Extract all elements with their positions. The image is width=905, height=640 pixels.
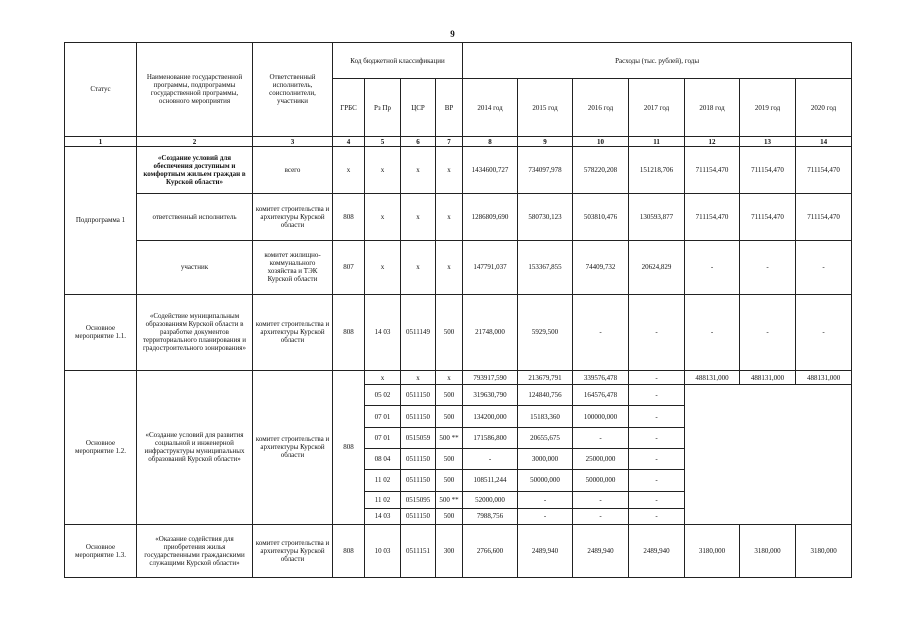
cell-value: 3180,000 [685,524,740,577]
cell-value: - [629,385,685,406]
cell-value: 2489,940 [573,524,629,577]
cell-value: 488131,000 [796,371,852,385]
cell-value: 134200,000 [463,406,518,427]
column-number: 11 [629,136,685,147]
header-responsible: Ответственный исполнитель, соисполнители, участники [253,43,333,137]
cell-value: - [573,491,629,508]
measure-1-3-name: «Оказание содействия для приобретения жилья государственными гражданскими служащими Курской области» [137,524,253,577]
column-number: 8 [463,136,518,147]
cell-vr: 500 [436,449,463,470]
cell-value: - [573,427,629,448]
cell-value: - [629,406,685,427]
cell-csr: 0511151 [401,524,436,577]
header-year: 2016 год [573,79,629,137]
cell-value: 3180,000 [740,524,796,577]
cell-rzpr: 10 03 [365,524,401,577]
cell-value: 2766,600 [463,524,518,577]
cell-rzpr: 14 03 [365,508,401,524]
cell-vr: x [436,147,463,194]
cell-csr: x [401,241,436,294]
cell-rzpr: 07 01 [365,406,401,427]
cell-value: - [740,241,796,294]
column-number: 6 [401,136,436,147]
cell-value: 20655,675 [518,427,573,448]
cell-value: 147791,037 [463,241,518,294]
cell-value: - [629,491,685,508]
cell-value: 1286809,690 [463,194,518,241]
cell-value: 488131,000 [740,371,796,385]
cell-value: 151218,706 [629,147,685,194]
cell-value: 711154,470 [740,194,796,241]
cell-value: 711154,470 [740,147,796,194]
header-csr: ЦСР [401,79,436,137]
cell-vr: 500 [436,406,463,427]
page-number: 9 [450,29,455,39]
cell-value: 339576,478 [573,371,629,385]
column-number: 7 [436,136,463,147]
subprogram-row-total [65,147,852,194]
cell-value: - [629,508,685,524]
measure-1-2-name: «Создание условий для развития социальной и инженерной инфраструктуры муниципальных образований Курской области» [137,371,253,524]
cell-value: - [629,427,685,448]
cell-value: 5929,500 [518,294,573,371]
column-number: 5 [365,136,401,147]
subprogram-name: ответственный исполнитель [137,194,253,241]
cell-value: 100000,000 [573,406,629,427]
cell-value: - [629,449,685,470]
cell-value: 171586,800 [463,427,518,448]
cell-value: 734097,978 [518,147,573,194]
cell-value: 130593,877 [629,194,685,241]
cell-vr: 500 [436,385,463,406]
cell-value: 319630,790 [463,385,518,406]
column-number: 13 [740,136,796,147]
subprogram-resp: комитет жилищно-коммунального хозяйства и ТЭК Курской области [253,241,333,294]
subprogram-row-responsible [65,194,852,241]
cell-value: 2489,940 [629,524,685,577]
column-numbers-row [65,136,852,147]
column-number: 9 [518,136,573,147]
cell-value: 711154,470 [685,194,740,241]
cell-rzpr: 11 02 [365,491,401,508]
cell-grbs: 808 [333,524,365,577]
cell-value: 21748,000 [463,294,518,371]
measure-1-2-resp: комитет строительства и архитектуры Курской области [253,371,333,524]
budget-table [64,42,852,578]
cell-vr: x [436,241,463,294]
header-expenses-group: Расходы (тыс. рублей), годы [463,43,852,79]
cell-value: 50000,000 [518,470,573,491]
cell-csr: 0511150 [401,449,436,470]
measure-1-2-status: Основное мероприятие 1.2. [65,371,137,524]
cell-csr: 0511149 [401,294,436,371]
header-year: 2017 год [629,79,685,137]
cell-value: 124840,756 [518,385,573,406]
cell-csr: 0511150 [401,470,436,491]
cell-value: 25000,000 [573,449,629,470]
cell-value: 108511,244 [463,470,518,491]
cell-rzpr: 08 04 [365,449,401,470]
cell-value: - [629,294,685,371]
cell-value: 20624,829 [629,241,685,294]
cell-rzpr: 14 03 [365,294,401,371]
cell-vr: x [436,194,463,241]
cell-rzpr: 11 02 [365,470,401,491]
measure-1-1-resp: комитет строительства и архитектуры Курской области [253,294,333,371]
cell-value: - [685,294,740,371]
cell-value: - [463,449,518,470]
header-year: 2014 год [463,79,518,137]
cell-value: 50000,000 [573,470,629,491]
cell-value: 578220,208 [573,147,629,194]
measure-1-3-status: Основное мероприятие 1.3. [65,524,137,577]
cell-grbs: 808 [333,294,365,371]
header-status: Статус [65,43,137,137]
cell-value: 153367,855 [518,241,573,294]
cell-value: 52000,000 [463,491,518,508]
cell-csr: 0515095 [401,491,436,508]
header-row-1 [65,43,852,79]
header-vr: ВР [436,79,463,137]
subprogram-resp: комитет строительства и архитектуры Курской области [253,194,333,241]
header-rzpr: Рз Пр [365,79,401,137]
cell-csr: 0511150 [401,508,436,524]
measure-1-3-resp: комитет строительства и архитектуры Курской области [253,524,333,577]
header-year: 2018 год [685,79,740,137]
cell-value: 503810,476 [573,194,629,241]
cell-rzpr: 07 01 [365,427,401,448]
column-number: 14 [796,136,852,147]
cell-value: 164576,478 [573,385,629,406]
cell-grbs: 807 [333,241,365,294]
subprogram-row-participant [65,241,852,294]
column-number: 1 [65,136,137,147]
cell-vr: 500 ** [436,427,463,448]
cell-value: 3000,000 [518,449,573,470]
cell-grbs: x [333,147,365,194]
cell-csr: x [401,371,436,385]
cell-csr: 0511150 [401,406,436,427]
cell-value: 3180,000 [796,524,852,577]
cell-rzpr: 05 02 [365,385,401,406]
cell-value: - [629,470,685,491]
cell-rzpr: x [365,241,401,294]
cell-rzpr: x [365,147,401,194]
cell-value: - [518,491,573,508]
cell-value: - [796,241,852,294]
cell-value: 74409,732 [573,241,629,294]
measure-1-1-name: «Содействие муниципальным образованиям Курской области в разработке документов территориального планирования и градостроительного зонирования» [137,294,253,371]
cell-value: 793917,590 [463,371,518,385]
cell-vr: 500 ** [436,491,463,508]
header-grbs: ГРБС [333,79,365,137]
cell-value: 488131,000 [685,371,740,385]
subprogram-status: Подпрограмма 1 [65,147,137,294]
header-code-group: Код бюджетной классификации [333,43,463,79]
cell-vr: x [436,371,463,385]
subprogram-resp: всего [253,147,333,194]
measure-1-2-total-row [65,371,852,385]
measure-1-2-blank-area [685,385,852,525]
subprogram-name: «Создание условий для обеспечения доступным и комфортным жильем граждан в Курской области» [137,147,253,194]
cell-csr: 0511150 [401,385,436,406]
cell-csr: x [401,147,436,194]
column-number: 2 [137,136,253,147]
cell-value: 213679,791 [518,371,573,385]
cell-value: - [573,508,629,524]
cell-value: - [573,294,629,371]
cell-value: 7988,756 [463,508,518,524]
cell-vr: 300 [436,524,463,577]
cell-value: 2489,940 [518,524,573,577]
cell-value: 1434600,727 [463,147,518,194]
measure-1-1-status: Основное мероприятие 1.1. [65,294,137,371]
measure-1-3-row [65,524,852,577]
header-year: 2015 год [518,79,573,137]
measure-1-1-row [65,294,852,371]
header-year: 2019 год [740,79,796,137]
cell-grbs: 808 [333,194,365,241]
cell-vr: 500 [436,470,463,491]
column-number: 4 [333,136,365,147]
cell-value: 580730,123 [518,194,573,241]
cell-rzpr: x [365,371,401,385]
cell-value: 711154,470 [796,147,852,194]
cell-value: - [740,294,796,371]
cell-value: 711154,470 [796,194,852,241]
cell-value: - [685,241,740,294]
cell-csr: x [401,194,436,241]
cell-vr: 500 [436,508,463,524]
header-name: Наименование государственной программы, подпрограммы государственной программы, основного мероприятия [137,43,253,137]
cell-value: 15183,360 [518,406,573,427]
cell-value: - [518,508,573,524]
measure-1-2-grbs: 808 [333,371,365,524]
header-year: 2020 год [796,79,852,137]
cell-rzpr: x [365,194,401,241]
subprogram-name: участник [137,241,253,294]
cell-vr: 500 [436,294,463,371]
cell-value: - [796,294,852,371]
cell-value: - [629,371,685,385]
column-number: 3 [253,136,333,147]
cell-value: 711154,470 [685,147,740,194]
column-number: 12 [685,136,740,147]
cell-csr: 0515059 [401,427,436,448]
column-number: 10 [573,136,629,147]
